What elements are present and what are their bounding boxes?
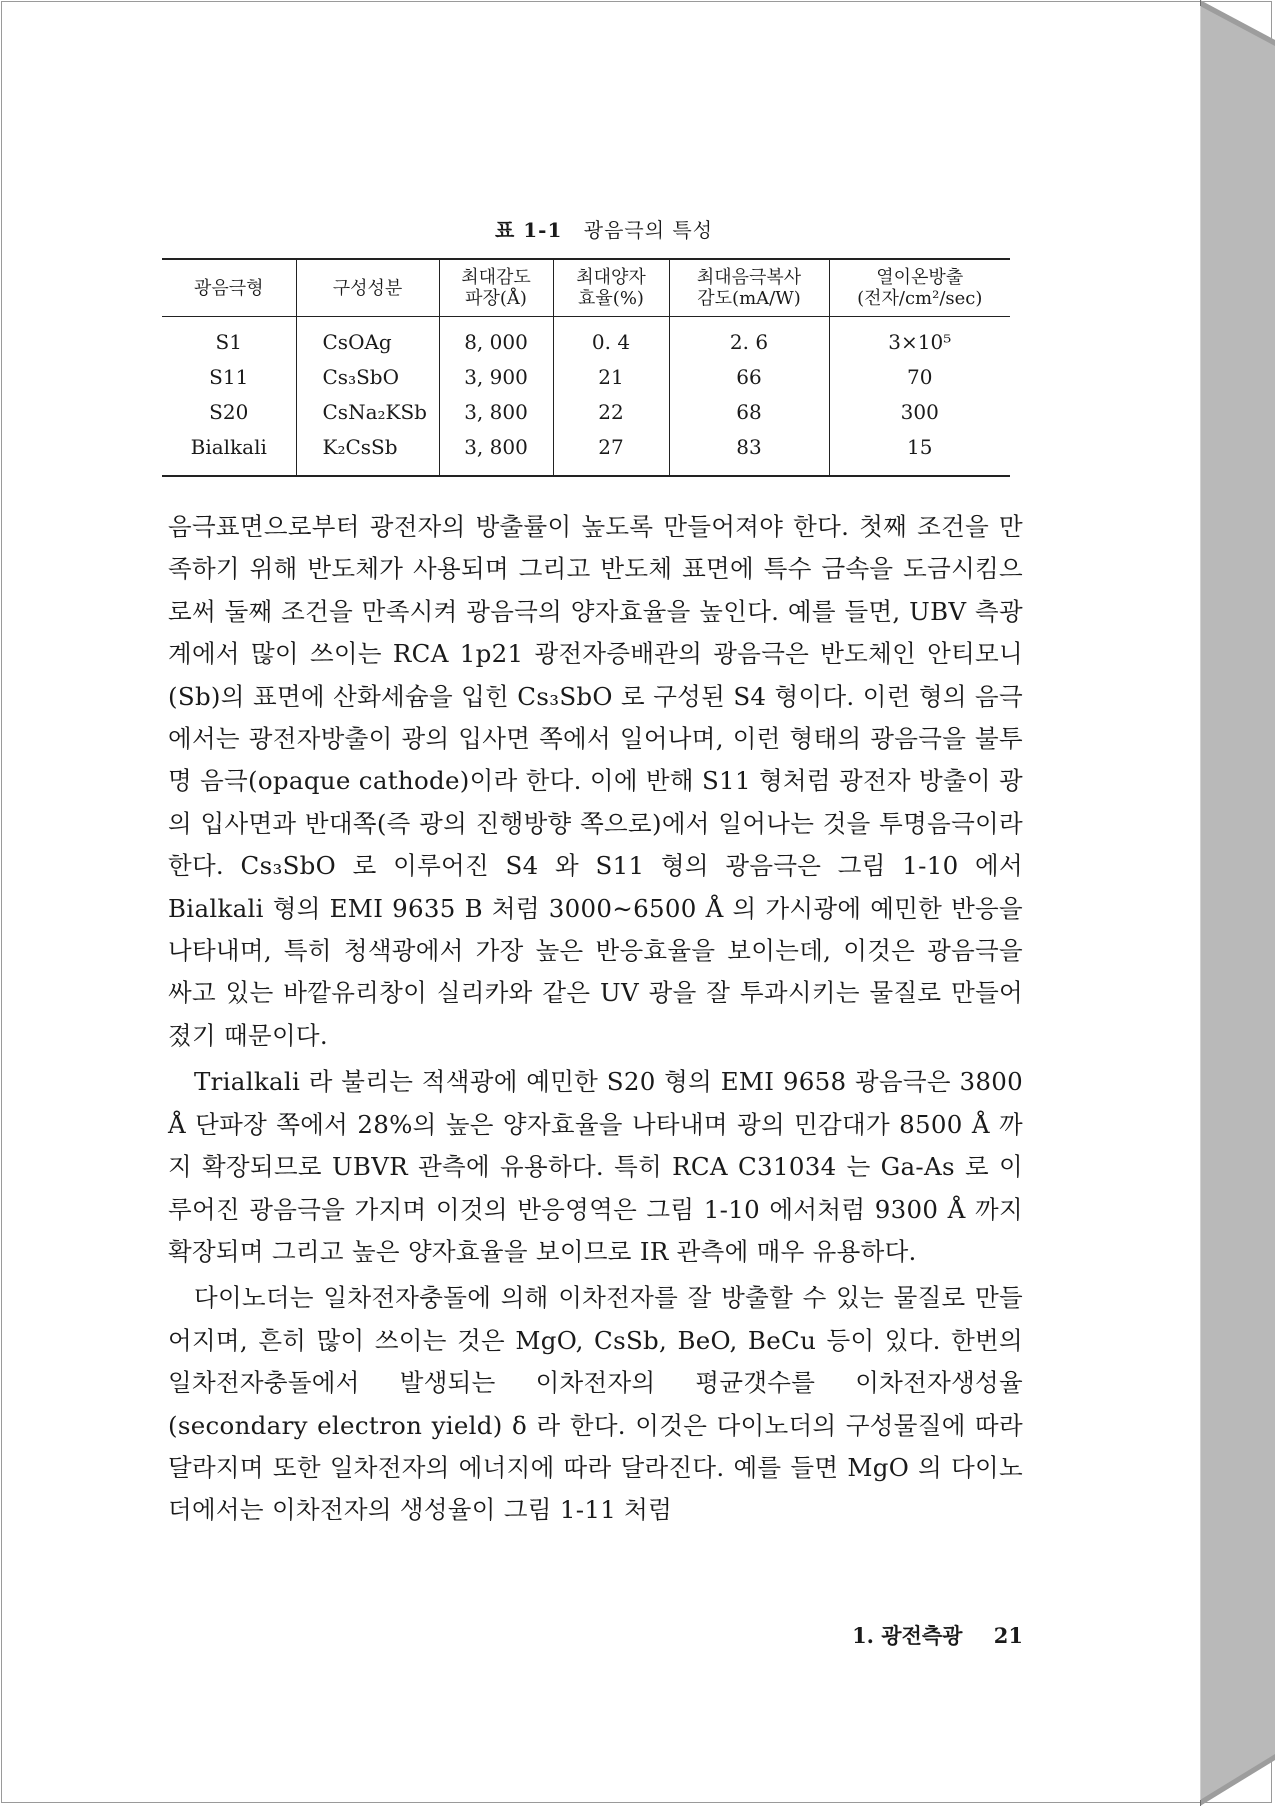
table-cell: K₂CsSb — [296, 430, 439, 476]
table-caption-title: 광음극의 특성 — [583, 218, 714, 242]
table-cell: Bialkali — [190, 435, 267, 459]
table-cell: 3×10⁵ — [829, 317, 1010, 361]
table-header-cell: 최대감도 파장(Å) — [439, 259, 553, 317]
table-cell: 68 — [669, 395, 829, 430]
table-cell: S20 — [209, 400, 249, 424]
table-header-cell: 열이온방출 (전자/cm²/sec) — [829, 259, 1010, 317]
table-cell: 27 — [553, 430, 669, 476]
table-row — [162, 317, 1010, 361]
table-cell: CsOAg — [296, 317, 439, 361]
table-header-row — [162, 259, 1010, 317]
table-cell: 2. 6 — [669, 317, 829, 361]
table-cell: Cs₃SbO — [296, 360, 439, 395]
table-header-cell: 최대양자 효율(%) — [553, 259, 669, 317]
table-caption — [8, 214, 1200, 243]
paragraph: Trialkali 라 불리는 적색광에 예민한 S20 형의 EMI 9658 광음극은 3800 Å 단파장 쪽에서 28%의 높은 양자효율을 나타내며 광의 민감대가 8500 Å 까지 확장되므로 UBVR 관측에 유용하다. 특히 RCA C31034 는 Ga-As 로 이루어진 광음극을 가지며 이것의 반응영역은 그림 1-10 에서처럼 9300 Å 까지 확장되며 그리고 높은 양자효율을 보이므로 IR 관측에 매우 유용하다. — [168, 1067, 1023, 1266]
table-cell: 70 — [829, 360, 1010, 395]
table-cell: 15 — [829, 430, 1010, 476]
table-caption-number: 표 1-1 — [494, 218, 563, 242]
photocathode-table — [162, 258, 1010, 477]
table-cell: 22 — [553, 395, 669, 430]
table-row — [162, 430, 1010, 476]
running-footer-chapter: 1. 광전측광 — [852, 1623, 963, 1648]
table-row — [162, 395, 1010, 430]
body-text — [168, 506, 1023, 1532]
book-page — [8, 6, 1201, 1800]
paragraph: 다이노더는 일차전자충돌에 의해 이차전자를 잘 방출할 수 있는 물질로 만들어지며, 흔히 많이 쓰이는 것은 MgO, CsSb, BeO, BeCu 등이 있다. 한번의 일차전자충돌에서 발생되는 이차전자의 평균갯수를 이차전자생성율(secondary electron yield) δ 라 한다. 이것은 다이노더의 구성물질에 따라 달라지며 또한 일차전자의 에너지에 따라 달라진다. 예를 들면 MgO 의 다이노더에서는 이차전자의 생성율이 그림 1-11 처럼 — [168, 1283, 1023, 1525]
table-header-cell: 구성성분 — [296, 259, 439, 317]
table-cell: S11 — [209, 365, 249, 389]
table-header-cell: 광음극형 — [162, 259, 296, 317]
table-cell: 300 — [829, 395, 1010, 430]
table-cell: S1 — [215, 330, 242, 354]
table-cell: 3, 800 — [439, 430, 553, 476]
table-cell: 8, 000 — [439, 317, 553, 361]
page-footer — [823, 1620, 1023, 1650]
page-stack-edge — [1200, 0, 1275, 1806]
page-number: 21 — [993, 1623, 1023, 1648]
table-cell: 0. 4 — [553, 317, 669, 361]
table-cell: 3, 900 — [439, 360, 553, 395]
table-cell: 83 — [669, 430, 829, 476]
table-row — [162, 360, 1010, 395]
page-stack-shading — [1200, 0, 1275, 1806]
table-cell: 21 — [553, 360, 669, 395]
table-cell: CsNa₂KSb — [296, 395, 439, 430]
table-cell: 66 — [669, 360, 829, 395]
paragraph: 음극표면으로부터 광전자의 방출률이 높도록 만들어져야 한다. 첫째 조건을 만족하기 위해 반도체가 사용되며 그리고 반도체 표면에 특수 금속을 도금시킴으로써 둘째 조건을 만족시켜 광음극의 양자효율을 높인다. 예를 들면, UBV 측광계에서 많이 쓰이는 RCA 1p21 광전자증배관의 광음극은 반도체인 안티모니(Sb)의 표면에 산화세슘을 입힌 Cs₃SbO 로 구성된 S4 형이다. 이런 형의 음극에서는 광전자방출이 광의 입사면 쪽에서 일어나며, 이런 형태의 광음극을 불투명 음극(opaque cathode)이라 한다. 이에 반해 S11 형처럼 광전자 방출이 광의 입사면과 반대쪽(즉 광의 진행방향 쪽으로)에서 일어나는 것을 투명음극이라 한다. Cs₃SbO 로 이루어진 S4 와 S11 형의 광음극은 그림 1-10 에서 Bialkali 형의 EMI 9635 B 처럼 3000∼6500 Å 의 가시광에 예민한 반응을 나타내며, 특히 청색광에서 가장 높은 반응효율을 보이는데, 이것은 광음극을 싸고 있는 바깥유리창이 실리카와 같은 UV 광을 잘 투과시키는 물질로 만들어졌기 때문이다. — [168, 512, 1023, 1050]
table-cell: 3, 800 — [439, 395, 553, 430]
table-header-cell: 최대음극복사 감도(mA/W) — [669, 259, 829, 317]
